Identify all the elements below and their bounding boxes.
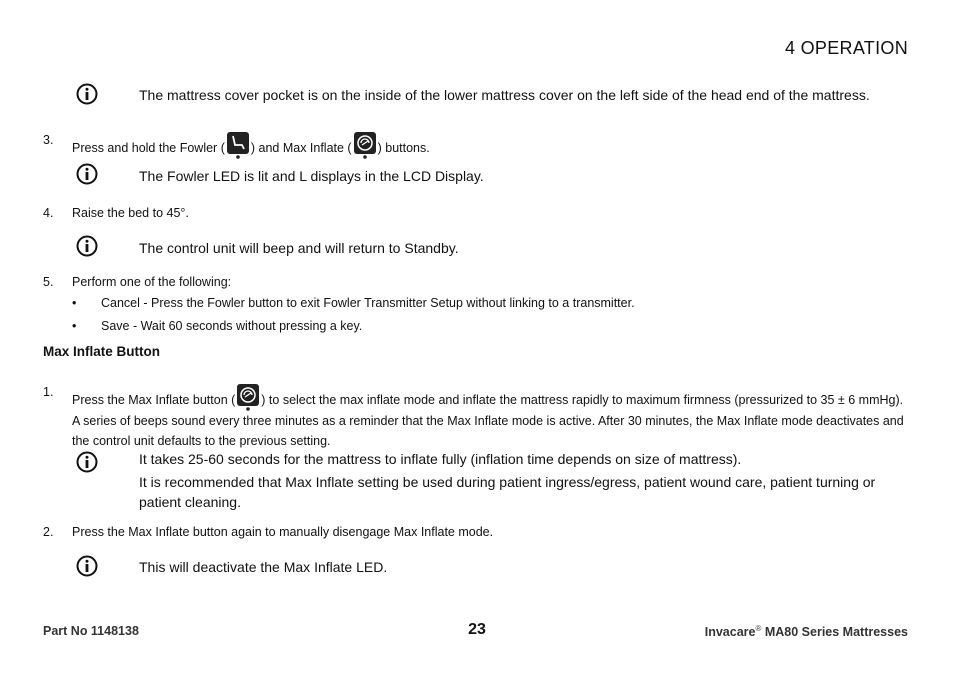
step-number: 4. <box>43 206 54 220</box>
note-text: This will deactivate the Max Inflate LED. <box>139 559 388 575</box>
step-text: Press the Max Inflate button again to manually disengage Max Inflate mode. <box>72 525 494 539</box>
info-icon <box>76 235 98 257</box>
step-text-part: ) to select the max inflate mode and inflate the mattress rapidly to maximum firmness (pressurized to 35 ± 6 mmHg). A series of beeps sound every three minutes as a reminder that the Max Inflate mode is active. After 30 minutes, the Max Inflate mode deactivates and the control unit defaults to the previous setting. <box>72 393 904 448</box>
step-text <box>72 131 908 159</box>
bullet-marker: • <box>72 296 77 310</box>
note-text: The mattress cover pocket is on the inside of the lower mattress cover on the left side of the head end of the mattress. <box>139 87 870 103</box>
step-text-part: ) and Max Inflate ( <box>250 141 352 155</box>
step-number: 3. <box>43 133 54 147</box>
footer-product <box>705 624 908 639</box>
step-text-part: ) buttons. <box>377 141 430 155</box>
section-title: 4 OPERATION <box>785 38 908 58</box>
info-icon <box>76 451 98 473</box>
registered-mark: ® <box>755 624 762 633</box>
step-text: Raise the bed to 45°. <box>72 206 189 220</box>
bullet-item: Cancel - Press the Fowler button to exit Fowler Transmitter Setup without linking to a transmitter. <box>101 296 635 310</box>
info-icon <box>76 555 98 577</box>
step-number: 5. <box>43 275 54 289</box>
footer-product-name: MA80 Series Mattresses <box>764 625 908 640</box>
info-icon <box>76 163 98 185</box>
step-text-part: Press and hold the Fowler ( <box>72 141 225 155</box>
step-text-part: Press the Max Inflate button ( <box>72 393 236 407</box>
step-text <box>72 383 908 451</box>
step-number: 1. <box>43 385 54 399</box>
bullet-marker: • <box>72 319 77 333</box>
footer-part-number: Part No 1148138 <box>43 624 139 638</box>
page-number: 23 <box>468 621 486 638</box>
note-text: The control unit will beep and will return to Standby. <box>139 240 459 256</box>
footer-brand: Invacare <box>704 625 756 640</box>
step-number: 2. <box>43 525 54 539</box>
section-subheading: Max Inflate Button <box>43 344 160 359</box>
note-text: The Fowler LED is lit and L displays in the LCD Display. <box>139 168 484 184</box>
max-inflate-button-icon <box>236 383 260 411</box>
step-text: Perform one of the following: <box>72 275 232 289</box>
bullet-item: Save - Wait 60 seconds without pressing a key. <box>101 319 363 333</box>
note-text: It takes 25-60 seconds for the mattress to inflate fully (inflation time depends on size of mattress). <box>139 451 742 467</box>
fowler-button-icon <box>226 131 250 159</box>
info-icon <box>76 83 98 105</box>
note-text: It is recommended that Max Inflate setting be used during patient ingress/egress, patient wound care, patient turning or patient cleaning. <box>139 474 876 510</box>
max-inflate-button-icon <box>353 131 377 159</box>
